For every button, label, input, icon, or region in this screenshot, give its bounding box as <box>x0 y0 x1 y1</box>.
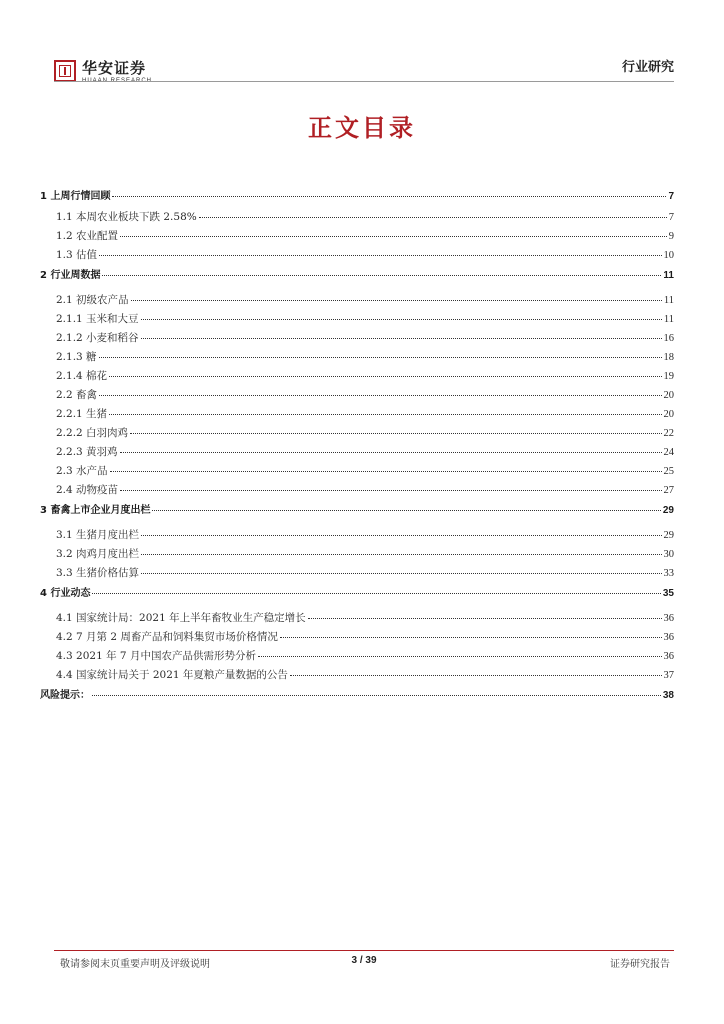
toc-subsection-entry[interactable] <box>40 463 674 482</box>
page-number: 3 / 39 <box>351 955 377 966</box>
toc-dot-leader <box>112 196 666 197</box>
toc-entry-label: 4.3 2021 年 7 月中国农产品供需形势分析 <box>56 650 256 662</box>
logo-name-cn: 华安证券 <box>82 59 147 77</box>
toc-entry-page: 37 <box>663 670 674 681</box>
report-category: 行业研究 <box>621 60 674 75</box>
toc-subsection-entry[interactable] <box>40 546 674 565</box>
toc-subsection-entry[interactable] <box>40 667 674 686</box>
toc-dot-leader <box>92 593 660 594</box>
toc-section-entry[interactable] <box>40 584 674 610</box>
toc-subsection-entry[interactable] <box>40 425 674 444</box>
toc-subsection-entry[interactable] <box>40 349 674 368</box>
page-header <box>54 54 674 94</box>
toc-subsection-entry[interactable] <box>40 565 674 584</box>
toc-subsection-entry[interactable] <box>40 629 674 648</box>
toc-dot-leader <box>290 675 662 676</box>
toc-entry-label: 2.2.1 生猪 <box>56 408 108 420</box>
toc-subsection-entry[interactable] <box>40 311 674 330</box>
footer-doc-type: 证券研究报告 <box>610 959 670 970</box>
toc-section-entry[interactable] <box>40 501 674 527</box>
toc-entry-label: 2.1.3 糖 <box>56 351 97 363</box>
toc-subsection-entry[interactable] <box>40 228 674 247</box>
toc-dot-leader <box>308 618 662 619</box>
toc-dot-leader <box>109 376 661 377</box>
toc-entry-page: 11 <box>663 314 674 325</box>
toc-subsection-entry[interactable] <box>40 482 674 501</box>
toc-subsection-entry[interactable] <box>40 368 674 387</box>
toc-subsection-entry[interactable] <box>40 610 674 629</box>
toc-entry-label: 2.2.3 黄羽鸡 <box>56 446 118 458</box>
toc-entry-label: 2.1.2 小麦和稻谷 <box>56 332 139 344</box>
toc-entry-page: 33 <box>663 568 674 579</box>
toc-subsection-entry[interactable] <box>40 387 674 406</box>
toc-entry-label: 2.2 畜禽 <box>56 389 98 401</box>
toc-entry-label: 3.1 生猪月度出栏 <box>56 529 140 541</box>
toc-dot-leader <box>141 338 662 339</box>
toc-entry-page: 35 <box>662 588 674 599</box>
page-footer <box>54 955 674 971</box>
toc-subsection-entry[interactable] <box>40 209 674 228</box>
toc-entry-page: 22 <box>663 428 674 439</box>
toc-entry-page: 19 <box>663 371 674 382</box>
footer-disclaimer: 敬请参阅末页重要声明及评级说明 <box>60 959 210 970</box>
toc-subsection-entry[interactable] <box>40 292 674 311</box>
toc-entry-page: 9 <box>668 231 674 242</box>
toc-entry-label: 1.3 估值 <box>56 249 98 261</box>
toc-dot-leader <box>199 217 667 218</box>
toc-entry-page: 36 <box>663 632 674 643</box>
toc-dot-leader <box>258 656 662 657</box>
toc-dot-leader <box>102 275 661 276</box>
toc-entry-page: 11 <box>663 295 674 306</box>
toc-entry-label: 3 畜禽上市企业月度出栏 <box>40 505 151 516</box>
toc-dot-leader <box>120 236 667 237</box>
toc-entry-page: 38 <box>662 690 674 701</box>
toc-entry-page: 20 <box>663 390 674 401</box>
toc-entry-label: 4.2 7 月第 2 周畜产品和饲料集贸市场价格情况 <box>56 631 278 643</box>
toc-entry-page: 7 <box>668 212 674 223</box>
toc-entry-page: 25 <box>663 466 674 477</box>
toc-dot-leader <box>99 255 661 256</box>
toc-dot-leader <box>131 300 662 301</box>
toc-entry-label: 1.2 农业配置 <box>56 230 119 242</box>
toc-entry-page: 29 <box>663 530 674 541</box>
toc-dot-leader <box>141 535 661 536</box>
toc-entry-page: 10 <box>663 250 674 261</box>
toc-entry-page: 7 <box>668 191 674 202</box>
logo-emblem-icon <box>54 60 76 82</box>
toc-section-entry[interactable] <box>40 187 674 209</box>
toc-entry-label: 4 行业动态 <box>40 588 91 599</box>
toc-subsection-entry[interactable] <box>40 444 674 463</box>
toc-dot-leader <box>92 695 661 696</box>
logo-name-en: HUAAN RESEARCH <box>82 78 153 84</box>
toc-subsection-entry[interactable] <box>40 648 674 667</box>
table-of-contents <box>40 187 674 712</box>
toc-subsection-entry[interactable] <box>40 406 674 425</box>
toc-entry-page: 27 <box>663 485 674 496</box>
toc-dot-leader <box>152 510 660 511</box>
toc-entry-label: 1 上周行情回顾 <box>40 191 111 202</box>
toc-dot-leader <box>120 452 662 453</box>
toc-entry-page: 30 <box>663 549 674 560</box>
toc-entry-page: 20 <box>663 409 674 420</box>
toc-subsection-entry[interactable] <box>40 247 674 266</box>
toc-entry-label: 4.1 国家统计局：2021 年上半年畜牧业生产稳定增长 <box>56 612 306 624</box>
toc-entry-label: 2.1 初级农产品 <box>56 294 129 306</box>
toc-subsection-entry[interactable] <box>40 527 674 546</box>
page-title: 正文目录 <box>308 114 416 142</box>
toc-entry-label: 2.1.1 玉米和大豆 <box>56 313 139 325</box>
toc-entry-page: 24 <box>663 447 674 458</box>
toc-dot-leader <box>99 395 661 396</box>
toc-entry-label: 2.1.4 棉花 <box>56 370 108 382</box>
toc-entry-label: 风险提示： <box>40 690 90 701</box>
toc-entry-page: 36 <box>663 613 674 624</box>
toc-dot-leader <box>141 319 662 320</box>
toc-dot-leader <box>120 490 661 491</box>
toc-dot-leader <box>280 637 662 638</box>
toc-dot-leader <box>109 414 661 415</box>
toc-dot-leader <box>130 433 661 434</box>
toc-section-entry[interactable] <box>40 686 674 712</box>
toc-section-entry[interactable] <box>40 266 674 292</box>
toc-entry-label: 2 行业周数据 <box>40 270 101 281</box>
toc-dot-leader <box>99 357 662 358</box>
toc-entry-label: 2.2.2 白羽肉鸡 <box>56 427 129 439</box>
toc-dot-leader <box>141 554 661 555</box>
toc-entry-label: 3.3 生猪价格估算 <box>56 567 140 579</box>
footer-divider <box>54 950 674 951</box>
toc-entry-label: 1.1 本周农业板块下跌 2.58% <box>56 211 197 223</box>
toc-entry-page: 16 <box>663 333 674 344</box>
toc-entry-label: 2.3 水产品 <box>56 465 108 477</box>
toc-entry-page: 29 <box>662 505 674 516</box>
toc-entry-label: 3.2 肉鸡月度出栏 <box>56 548 140 560</box>
toc-entry-page: 11 <box>663 270 674 281</box>
toc-entry-label: 4.4 国家统计局关于 2021 年夏粮产量数据的公告 <box>56 669 288 681</box>
toc-dot-leader <box>110 471 662 472</box>
toc-entry-label: 2.4 动物疫苗 <box>56 484 119 496</box>
header-divider <box>54 81 674 82</box>
toc-dot-leader <box>141 573 661 574</box>
toc-subsection-entry[interactable] <box>40 330 674 349</box>
toc-entry-page: 36 <box>663 651 674 662</box>
toc-entry-page: 18 <box>663 352 674 363</box>
